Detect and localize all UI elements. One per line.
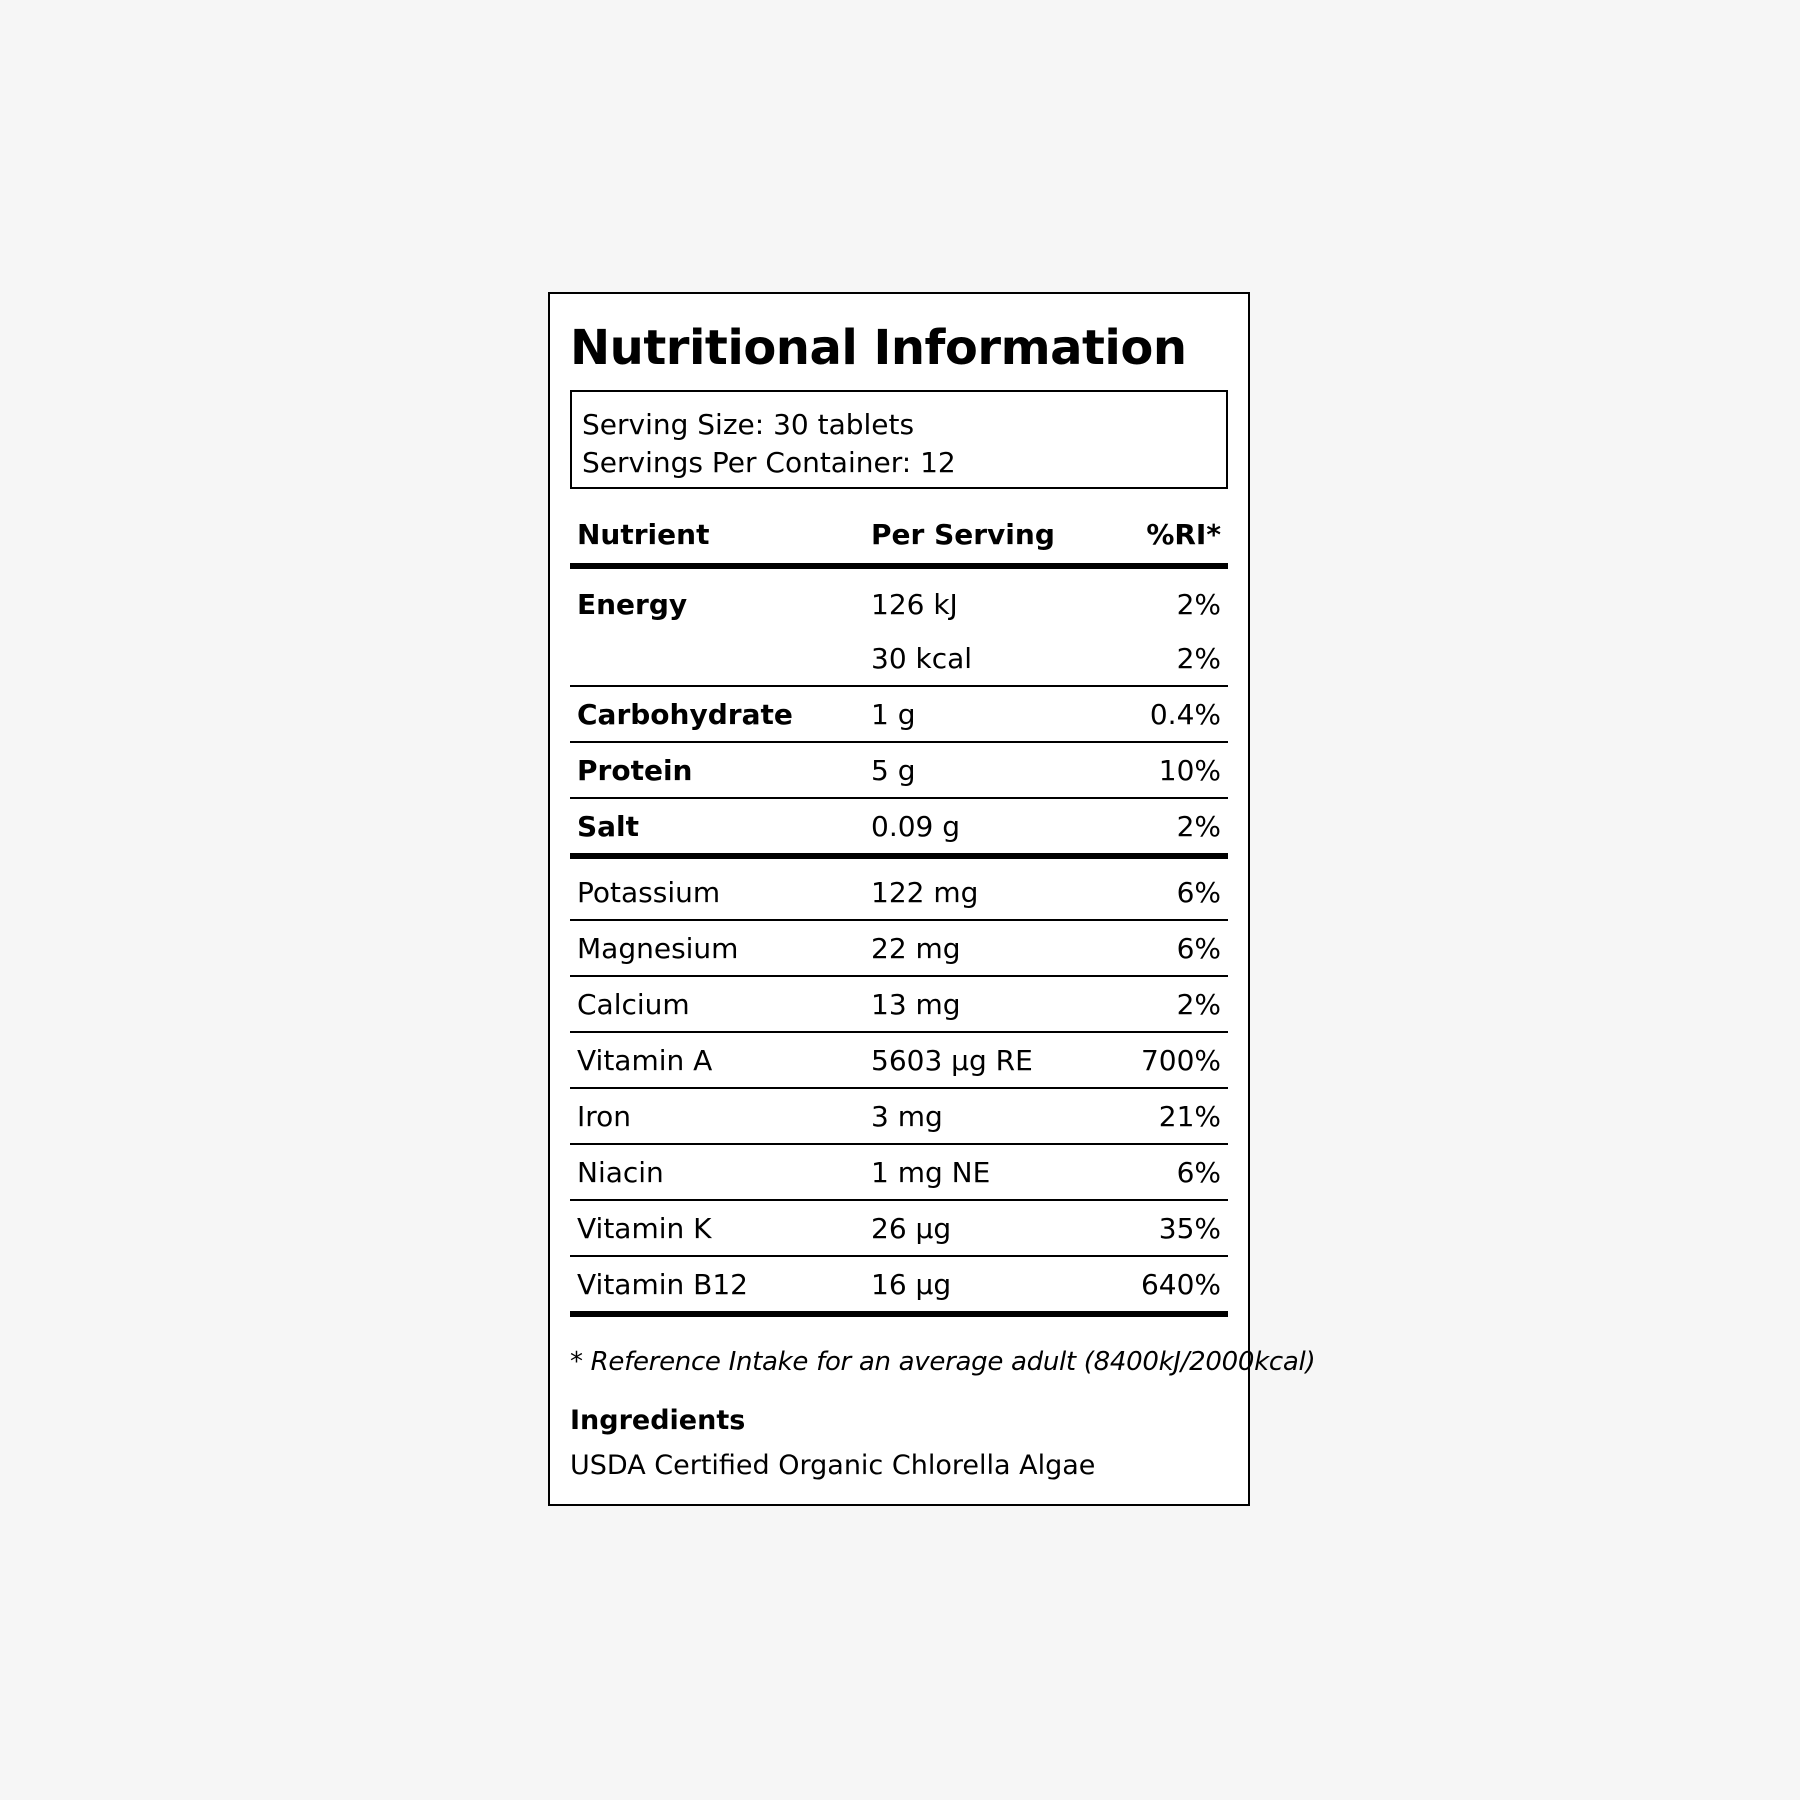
column-header-ri: %RI*: [1078, 511, 1228, 566]
reference-intake-footnote: * Reference Intake for an average adult (8400kJ/2000kcal): [570, 1347, 1316, 1377]
nutrient-name: Vitamin K: [570, 1200, 864, 1256]
nutrient-name: Magnesium: [570, 920, 864, 976]
table-row-salt: [570, 798, 1228, 856]
table-row-energy-kcal: [570, 631, 1228, 686]
column-header-per-serving: Per Serving: [864, 511, 1078, 566]
nutrient-name: Vitamin B12: [570, 1256, 864, 1314]
nutrient-amount: 126 kJ: [871, 587, 958, 621]
table-row-potassium: [570, 856, 1228, 920]
nutrient-amount: 1 mg NE: [864, 1144, 1078, 1200]
table-row-carbohydrate: [570, 686, 1228, 742]
nutrient-ri: 6%: [1078, 856, 1228, 920]
servings-per-container: Servings Per Container: 12: [582, 446, 956, 479]
nutrient-name: Iron: [570, 1088, 864, 1144]
nutrient-ri: 6%: [1078, 1144, 1228, 1200]
nutrient-name: Energy: [577, 587, 688, 621]
nutrient-ri: 6%: [1078, 920, 1228, 976]
ingredients-text: USDA Certified Organic Chlorella Algae: [570, 1450, 1096, 1481]
table-row-vitamin-a: [570, 1032, 1228, 1088]
nutrient-name: Carbohydrate: [570, 686, 864, 742]
nutrient-ri: 2%: [1078, 976, 1228, 1032]
nutrient-amount: 30 kcal: [864, 631, 1078, 686]
ingredients-heading: Ingredients: [570, 1405, 746, 1436]
nutrient-name: Protein: [570, 742, 864, 798]
table-header-row: [570, 511, 1228, 566]
nutrient-ri: 640%: [1078, 1256, 1228, 1314]
table-row-protein: [570, 742, 1228, 798]
nutrient-amount: 16 μg: [864, 1256, 1078, 1314]
nutrition-table: [570, 511, 1228, 1317]
nutrient-amount: 1 g: [864, 686, 1078, 742]
table-row-iron: [570, 1088, 1228, 1144]
table-row-vitamin-b12: [570, 1256, 1228, 1314]
table-row-energy-kj: [570, 566, 1228, 631]
nutrient-name: Niacin: [570, 1144, 864, 1200]
label-title: Nutritional Information: [570, 320, 1187, 376]
table-row-calcium: [570, 976, 1228, 1032]
nutrient-name: [570, 631, 864, 686]
serving-size: Serving Size: 30 tablets: [582, 408, 915, 441]
nutrient-ri: 0.4%: [1078, 686, 1228, 742]
nutrient-ri: 21%: [1078, 1088, 1228, 1144]
nutrient-amount: 5603 μg RE: [864, 1032, 1078, 1088]
nutrient-name: Vitamin A: [570, 1032, 864, 1088]
nutrient-ri: 2%: [1078, 631, 1228, 686]
nutrient-ri: 2%: [1176, 587, 1221, 621]
nutrient-ri: 700%: [1078, 1032, 1228, 1088]
nutrient-amount: 5 g: [864, 742, 1078, 798]
nutrient-amount: 122 mg: [864, 856, 1078, 920]
nutrient-ri: 35%: [1078, 1200, 1228, 1256]
nutrient-ri: 10%: [1078, 742, 1228, 798]
column-header-nutrient: Nutrient: [570, 511, 864, 566]
nutrient-amount: 3 mg: [864, 1088, 1078, 1144]
nutrient-amount: 13 mg: [864, 976, 1078, 1032]
nutrition-label: [548, 292, 1316, 1506]
nutrient-amount: 26 μg: [864, 1200, 1078, 1256]
table-row-vitamin-k: [570, 1200, 1228, 1256]
nutrient-amount: 22 mg: [864, 920, 1078, 976]
nutrient-ri: 2%: [1078, 798, 1228, 856]
nutrient-amount: 0.09 g: [864, 798, 1078, 856]
nutrient-name: Calcium: [570, 976, 864, 1032]
nutrient-name: Potassium: [570, 856, 864, 920]
table-row-magnesium: [570, 920, 1228, 976]
table-row-niacin: [570, 1144, 1228, 1200]
serving-info-box: [570, 390, 1228, 489]
nutrient-name: Salt: [570, 798, 864, 856]
